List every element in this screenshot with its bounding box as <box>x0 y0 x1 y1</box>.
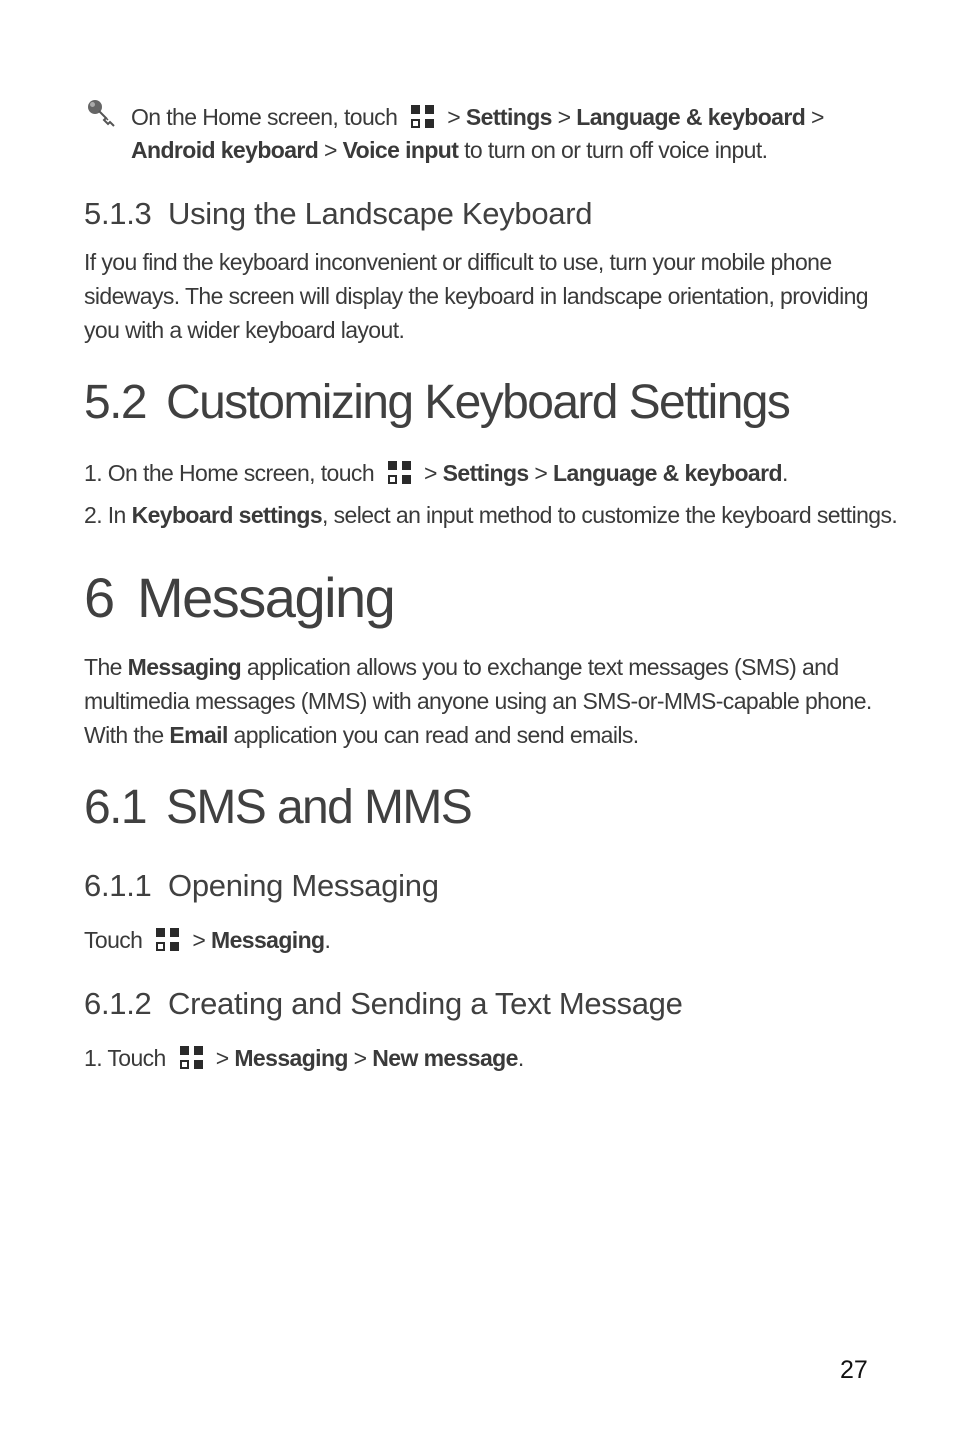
paragraph-landscape: If you find the keyboard inconvenient or difficult to use, turn your mobile phone sideways. The screen will display the keyboard in landscape orientation, providing you with a wider keyboard layout. <box>84 249 868 343</box>
app-grid-icon <box>180 1046 204 1070</box>
wrench-icon <box>86 98 118 130</box>
heading-6: 6 Messaging <box>84 566 395 629</box>
app-grid-icon <box>388 461 412 485</box>
step-6-1-1: Touch > Messaging. <box>84 927 331 953</box>
tip-line-1: On the Home screen, touch > Settings > Language & keyboard > <box>131 104 824 130</box>
tip-text: On the Home screen, touch <box>131 104 398 130</box>
step-6-1-2-1: 1. Touch > Messaging > New message. <box>84 1045 524 1071</box>
app-grid-icon <box>156 928 180 952</box>
step-5-2-1: 1. On the Home screen, touch > Settings > Language & keyboard. <box>84 460 788 486</box>
voice-input-label: Voice input <box>342 137 459 163</box>
heading-6-1-2: 6.1.2 Creating and Sending a Text Message <box>84 986 683 1021</box>
page-number: 27 <box>840 1356 868 1384</box>
paragraph-messaging: The Messaging application allows you to exchange text messages (SMS) and multimedia messages (MMS) with anyone using an SMS-or-MMS-capable phone. With the Email application you can read and send emails. <box>84 654 872 748</box>
settings-label: Settings <box>465 104 552 130</box>
app-grid-icon <box>411 105 435 129</box>
heading-6-1-1: 6.1.1 Opening Messaging <box>84 868 439 903</box>
heading-6-1: 6.1 SMS and MMS <box>84 781 472 834</box>
tip-line-2: Android keyboard > Voice input to turn on or turn off voice input. <box>131 137 768 163</box>
heading-5-1-3: 5.1.3 Using the Landscape Keyboard <box>84 196 593 231</box>
heading-5-2: 5.2 Customizing Keyboard Settings <box>84 376 790 429</box>
language-keyboard-label: Language & keyboard <box>576 104 806 130</box>
step-5-2-2: 2. In Keyboard settings, select an input method to customize the keyboard settings. <box>84 502 898 528</box>
android-keyboard-label: Android keyboard <box>131 137 319 163</box>
